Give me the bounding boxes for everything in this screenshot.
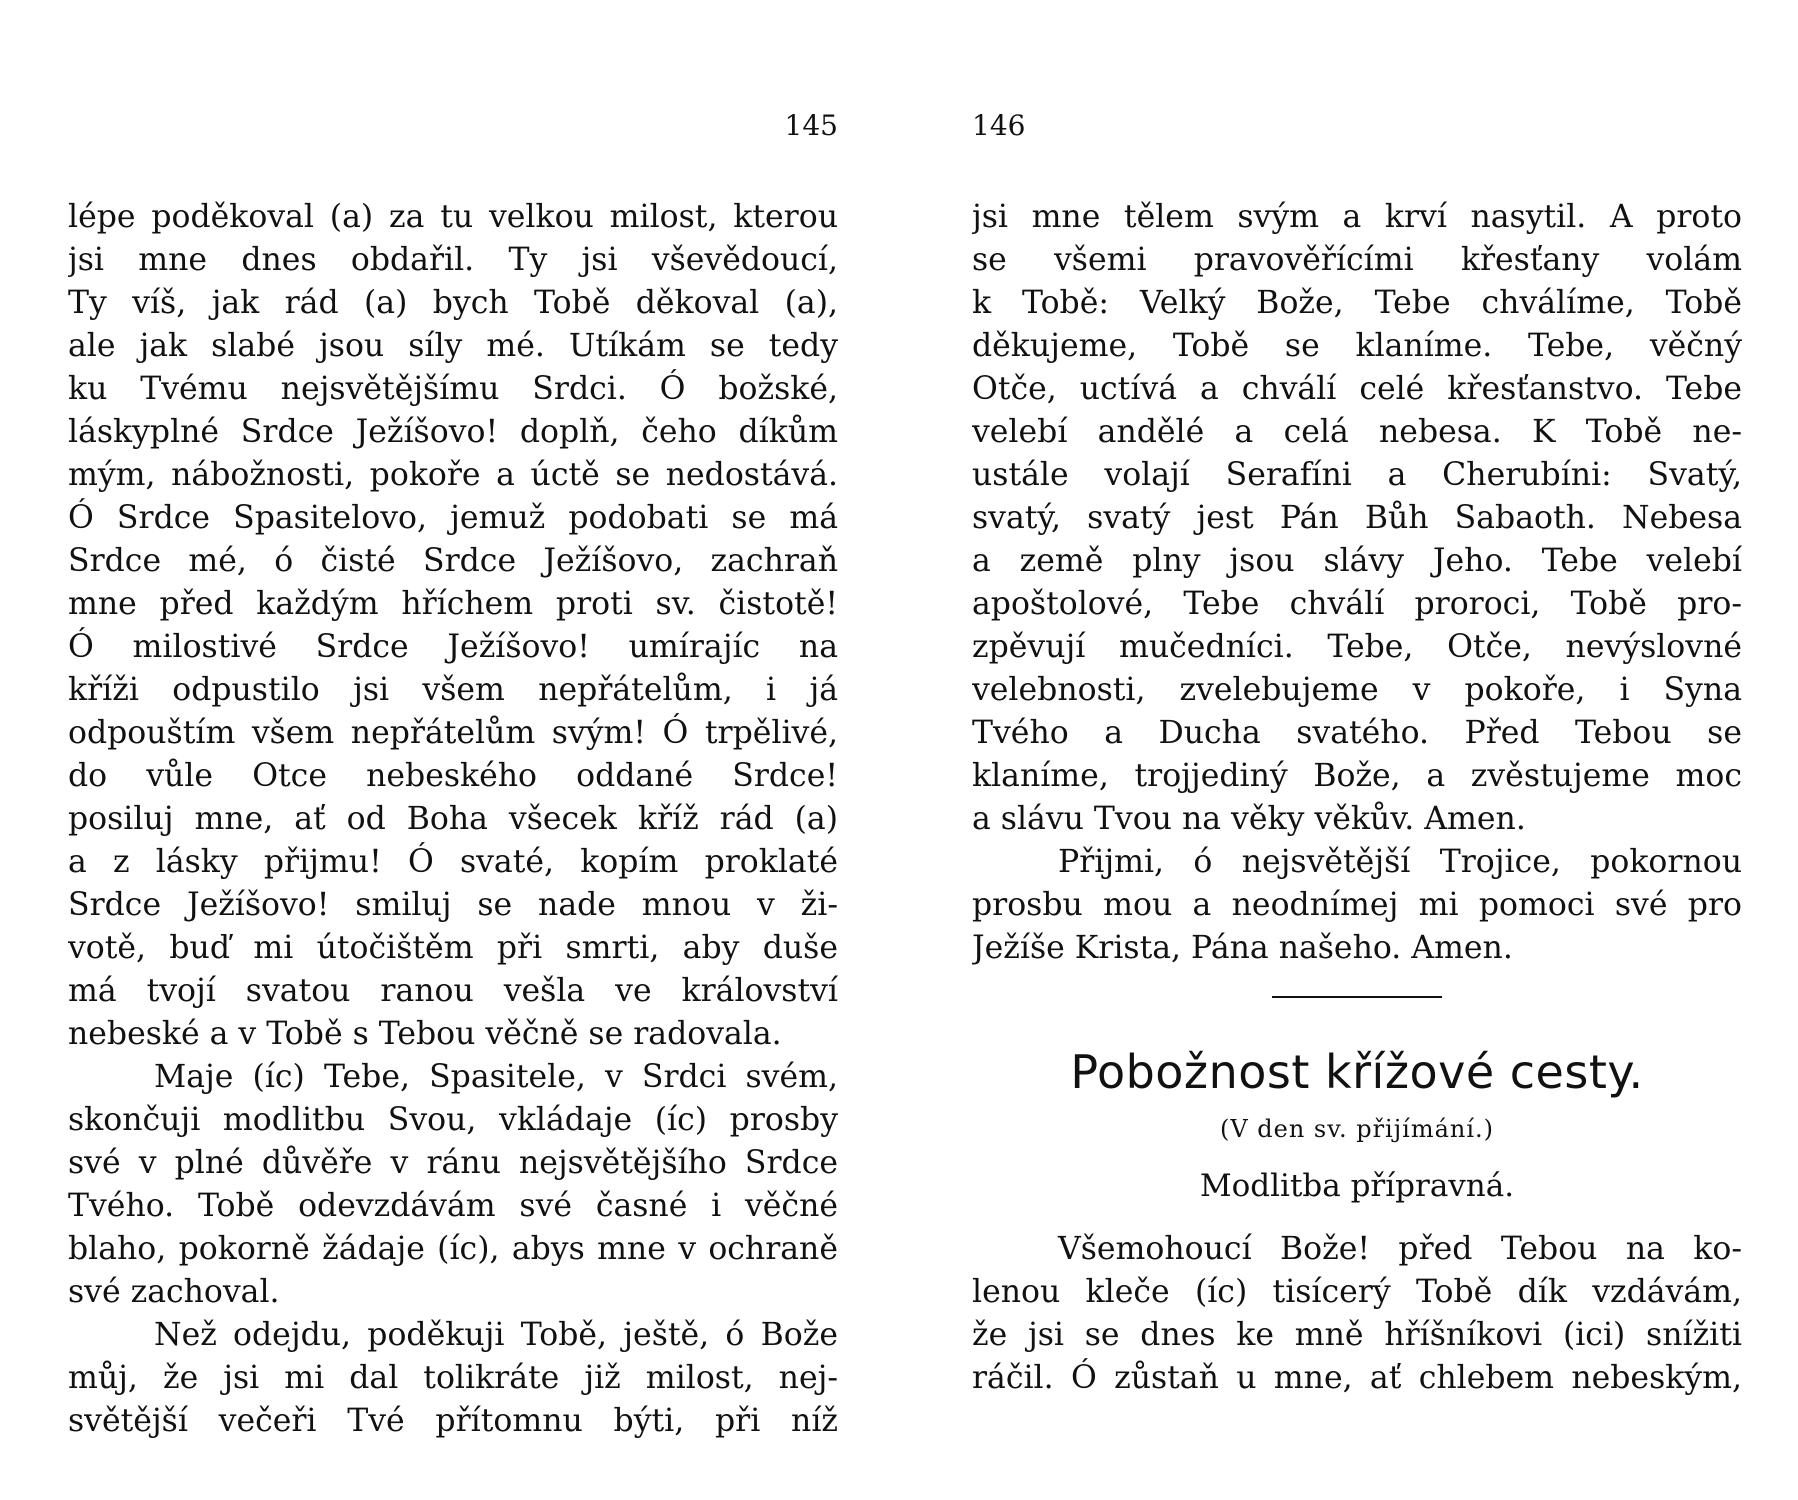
text-line: zpěvují mučedníci. Tebe, Otče, nevýslovné xyxy=(972,629,1742,665)
text-line: lépe poděkoval (a) za tu velkou milost, kterou xyxy=(68,199,838,235)
text-line: Maje (íc) Tebe, Spasitele, v Srdci svém, xyxy=(154,1059,838,1095)
text-line: lenou kleče (íc) tisícerý Tobě dík vzdávám, xyxy=(972,1274,1742,1310)
text-line: že jsi se dnes ke mně hříšníkovi (ici) snížiti xyxy=(972,1317,1742,1353)
text-line: Srdce Ježíšovo! smiluj se nade mnou v ži- xyxy=(68,887,838,923)
text-line: Přijmi, ó nejsvětější Trojice, pokornou xyxy=(1058,844,1742,880)
text-line: děkujeme, Tobě se klaníme. Tebe, věčný xyxy=(972,328,1742,364)
text-line: jsi mne tělem svým a krví nasytil. A proto xyxy=(972,199,1742,235)
text-line: Tvého. Tobě odevzdávám své časné i věčné xyxy=(68,1188,838,1224)
text-line: Ó milostivé Srdce Ježíšovo! umírajíc na xyxy=(68,629,838,665)
page-number-146: 146 xyxy=(972,109,1026,142)
text-line: a z lásky přijmu! Ó svaté, kopím proklaté xyxy=(68,844,838,880)
text-line: Ty víš, jak rád (a) bych Tobě děkoval (a), xyxy=(68,285,838,321)
text-line: Otče, uctívá a chválí celé křesťanstvo. Tebe xyxy=(972,371,1742,407)
text-line: a země plny jsou slávy Jeho. Tebe velebí xyxy=(972,543,1742,579)
section-subtitle: (V den sv. přijímání.) xyxy=(1219,1115,1495,1143)
text-line: blaho, pokorně žádaje (íc), abys mne v ochraně xyxy=(68,1231,838,1267)
left-page-text xyxy=(68,196,838,1443)
text-line: ale jak slabé jsou síly mé. Utíkám se tedy xyxy=(68,328,838,364)
prayer-heading: Modlitba přípravná. xyxy=(1199,1168,1515,1204)
text-line: k Tobě: Velký Bože, Tebe chválíme, Tobě xyxy=(972,285,1742,321)
section-title: Pobožnost křížové cesty. xyxy=(1070,1045,1644,1099)
text-line: odpouštím všem nepřátelům svým! Ó trpělivé, xyxy=(68,715,838,751)
prayer-text xyxy=(972,1228,1742,1400)
text-line: Ježíše Krista, Pána našeho. Amen. xyxy=(972,930,1513,966)
text-line: jsi mne dnes obdařil. Ty jsi vševědoucí, xyxy=(68,242,838,278)
text-line: Ó Srdce Spasitelovo, jemuž podobati se má xyxy=(68,500,838,536)
text-line: mým, nábožnosti, pokoře a úctě se nedostává. xyxy=(68,457,838,493)
text-line: Než odejdu, poděkuji Tobě, ještě, ó Bože xyxy=(154,1317,838,1353)
text-line: můj, že jsi mi dal tolikráte již milost, nej- xyxy=(68,1360,838,1396)
text-line: Tvého a Ducha svatého. Před Tebou se xyxy=(972,715,1742,751)
text-line: se všemi pravověřícími křesťany volám xyxy=(972,242,1742,278)
text-line: a slávu Tvou na věky věkův. Amen. xyxy=(972,801,1526,837)
text-line: mne před každým hříchem proti sv. čistotě! xyxy=(68,586,838,622)
text-line: ráčil. Ó zůstaň u mne, ať chlebem nebeským, xyxy=(972,1360,1742,1396)
text-line: votě, buď mi útočištěm při smrti, aby duše xyxy=(68,930,838,966)
text-line: skončuji modlitbu Svou, vkládaje (íc) prosby xyxy=(68,1102,838,1138)
right-page-text xyxy=(972,196,1742,1400)
text-line: kříži odpustilo jsi všem nepřátelům, i já xyxy=(68,672,838,708)
text-line: velebnosti, zvelebujeme v pokoře, i Syna xyxy=(972,672,1742,708)
text-line: Srdce mé, ó čisté Srdce Ježíšovo, zachraň xyxy=(68,543,838,579)
text-line: posiluj mne, ať od Boha všecek kříž rád (a) xyxy=(68,801,838,837)
text-line: ku Tvému nejsvětějšímu Srdci. Ó božské, xyxy=(68,371,838,407)
text-line: své zachoval. xyxy=(68,1274,280,1310)
text-line: Všemohoucí Bože! před Tebou na ko- xyxy=(1058,1231,1742,1267)
text-line: světější večeři Tvé přítomnu býti, při níž xyxy=(68,1403,838,1439)
text-line: láskyplné Srdce Ježíšovo! doplň, čeho díkům xyxy=(68,414,838,450)
page-number-145: 145 xyxy=(784,109,838,142)
text-line: má tvojí svatou ranou vešla ve království xyxy=(68,973,838,1009)
text-line: do vůle Otce nebeského oddané Srdce! xyxy=(68,758,838,794)
prayer-text-continued xyxy=(972,196,1742,970)
section-divider xyxy=(1272,996,1442,998)
text-line: svatý, svatý jest Pán Bůh Sabaoth. Nebesa xyxy=(972,500,1742,536)
text-line: své v plné důvěře v ránu nejsvětějšího Srdce xyxy=(68,1145,838,1181)
text-line: apoštolové, Tebe chválí proroci, Tobě pro- xyxy=(972,586,1742,622)
text-line: velebí andělé a celá nebesa. K Tobě ne- xyxy=(972,414,1742,450)
text-line: nebeské a v Tobě s Tebou věčně se radovala. xyxy=(68,1016,782,1052)
text-line: klaníme, trojjediný Bože, a zvěstujeme moc xyxy=(972,758,1742,794)
text-line: prosbu mou a neodnímej mi pomoci své pro xyxy=(972,887,1742,923)
text-line: ustále volají Serafíni a Cherubíni: Svatý, xyxy=(972,457,1742,493)
